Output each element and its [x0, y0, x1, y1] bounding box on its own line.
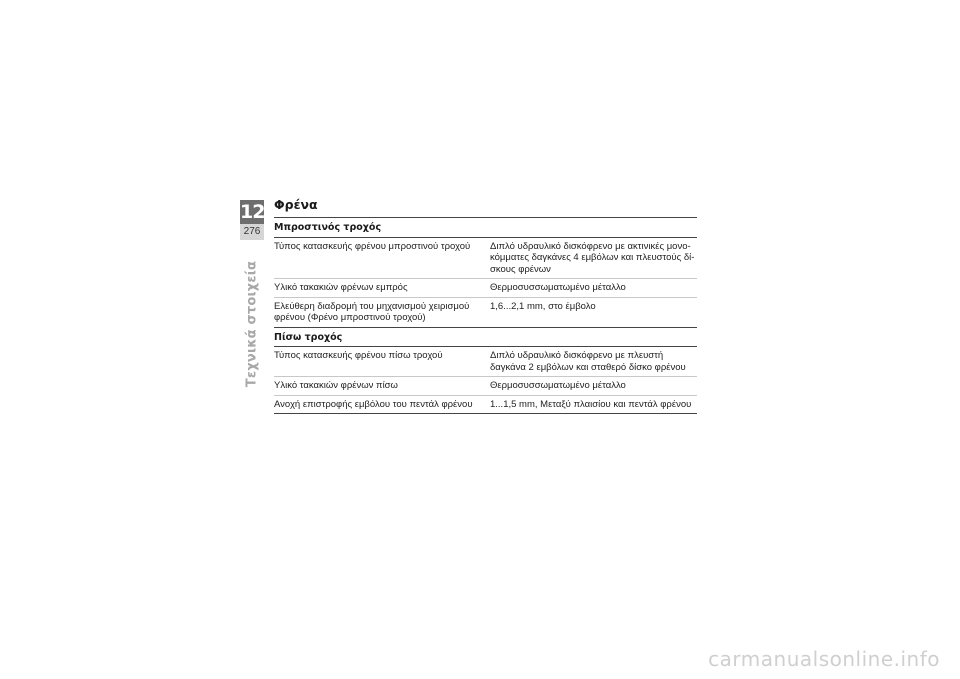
group-header-rear [274, 327, 697, 347]
spec-key: Ανοχή επιστροφής εμβόλου του πεντάλ φρένου [274, 395, 490, 414]
chapter-side-label: Τεχνικά στοιχεία [244, 260, 260, 388]
spec-row [274, 237, 697, 279]
spec-key: Τύπος κατασκευής φρένου πίσω τροχού [274, 347, 490, 377]
spec-row [274, 395, 697, 414]
group-title: Πίσω τροχός [274, 327, 697, 347]
spec-row [274, 279, 697, 298]
chapter-number-badge: 12 [240, 201, 265, 223]
site-watermark: carmanualsonline.info [708, 647, 940, 671]
spec-value: Διπλό υδραυλικό δισκόφρενο με πλευστή δαγκάνα 2 εμβόλων και σταθερό δίσκο φρένου [490, 347, 697, 377]
spec-key: Τύπος κατασκευής φρένου μπροστινού τροχού [274, 237, 490, 279]
spec-key: Ελεύθερη διαδρομή του μηχανισμού χειρισμού φρένου (Φρένο μπροστινού τροχού) [274, 297, 490, 327]
spec-value: 1...1,5 mm, Μεταξύ πλαισίου και πεντάλ φρένου [490, 395, 697, 414]
group-title: Μπροστινός τροχός [274, 218, 697, 238]
chapter-side-label-wrap [243, 260, 261, 388]
content-area [274, 197, 697, 414]
spec-table [274, 217, 697, 414]
page-number: 276 [240, 224, 264, 240]
spec-value: Διπλό υδραυλικό δισκόφρενο με ακτινικές μονοκόμματες δαγκάνες 4 εμβόλων και πλευστούς δίσκους φρένων [490, 237, 697, 279]
spec-key: Υλικό τακακιών φρένων εμπρός [274, 279, 490, 298]
spec-row [274, 297, 697, 327]
section-title: Φρένα [274, 197, 318, 212]
spec-key: Υλικό τακακιών φρένων πίσω [274, 377, 490, 396]
spec-value: Θερμοσυσσωματωμένο μέταλλο [490, 377, 697, 396]
spec-value: 1,6...2,1 mm, στο έμβολο [490, 297, 697, 327]
spec-row [274, 347, 697, 377]
group-header-front [274, 218, 697, 238]
spec-value: Θερμοσυσσωματωμένο μέταλλο [490, 279, 697, 298]
spec-row [274, 377, 697, 396]
